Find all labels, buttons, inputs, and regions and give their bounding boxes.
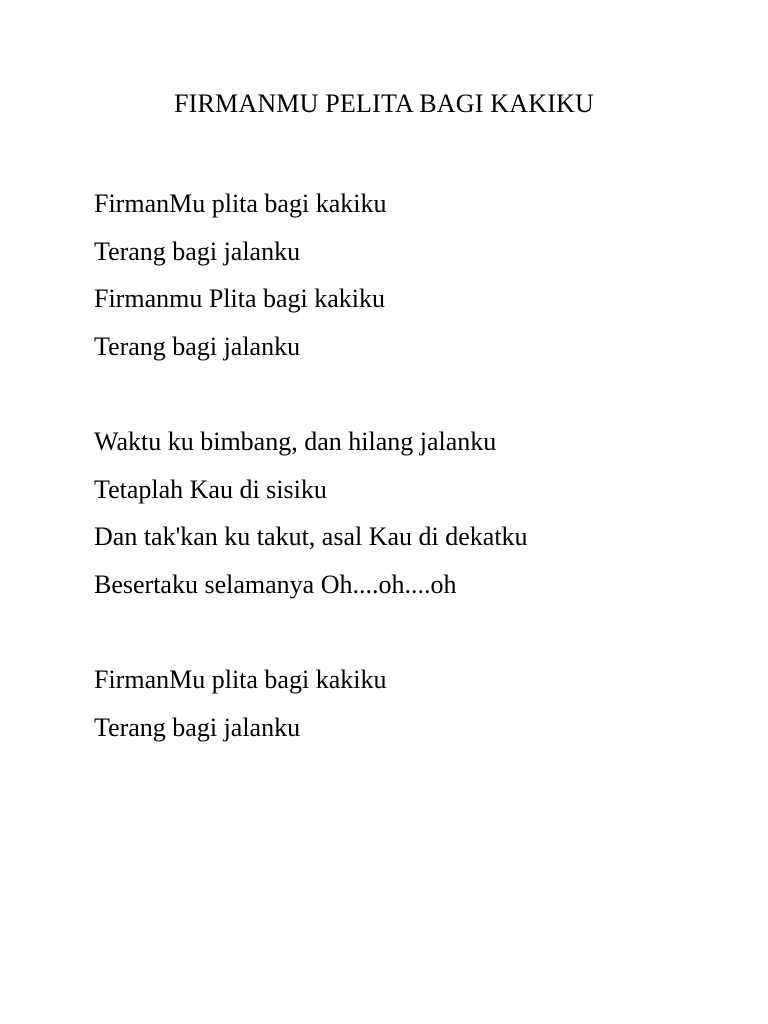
lyric-line: Dan tak'kan ku takut, asal Kau di dekatku	[94, 522, 528, 551]
page-title: FIRMANMU PELITA BAGI KAKIKU	[173, 89, 595, 118]
lyric-line: FirmanMu plita bagi kakiku	[94, 665, 387, 694]
lyric-line: Terang bagi jalanku	[94, 331, 301, 361]
stanza-1	[94, 180, 734, 370]
stanza-2	[94, 418, 734, 608]
lyrics-body	[94, 180, 734, 799]
lyric-line: Waktu ku bimbang, dan hilang jalanku	[94, 427, 497, 456]
stanza-3	[94, 656, 734, 751]
lyric-line: Terang bagi jalanku	[94, 236, 301, 266]
lyric-line: Terang bagi jalanku	[94, 712, 301, 742]
lyric-line: FirmanMu plita bagi kakiku	[94, 189, 387, 218]
lyric-line: Besertaku selamanya Oh....oh....oh	[94, 569, 457, 599]
lyric-line: Firmanmu Plita bagi kakiku	[94, 284, 386, 313]
lyric-line: Tetaplah Kau di sisiku	[94, 474, 327, 504]
